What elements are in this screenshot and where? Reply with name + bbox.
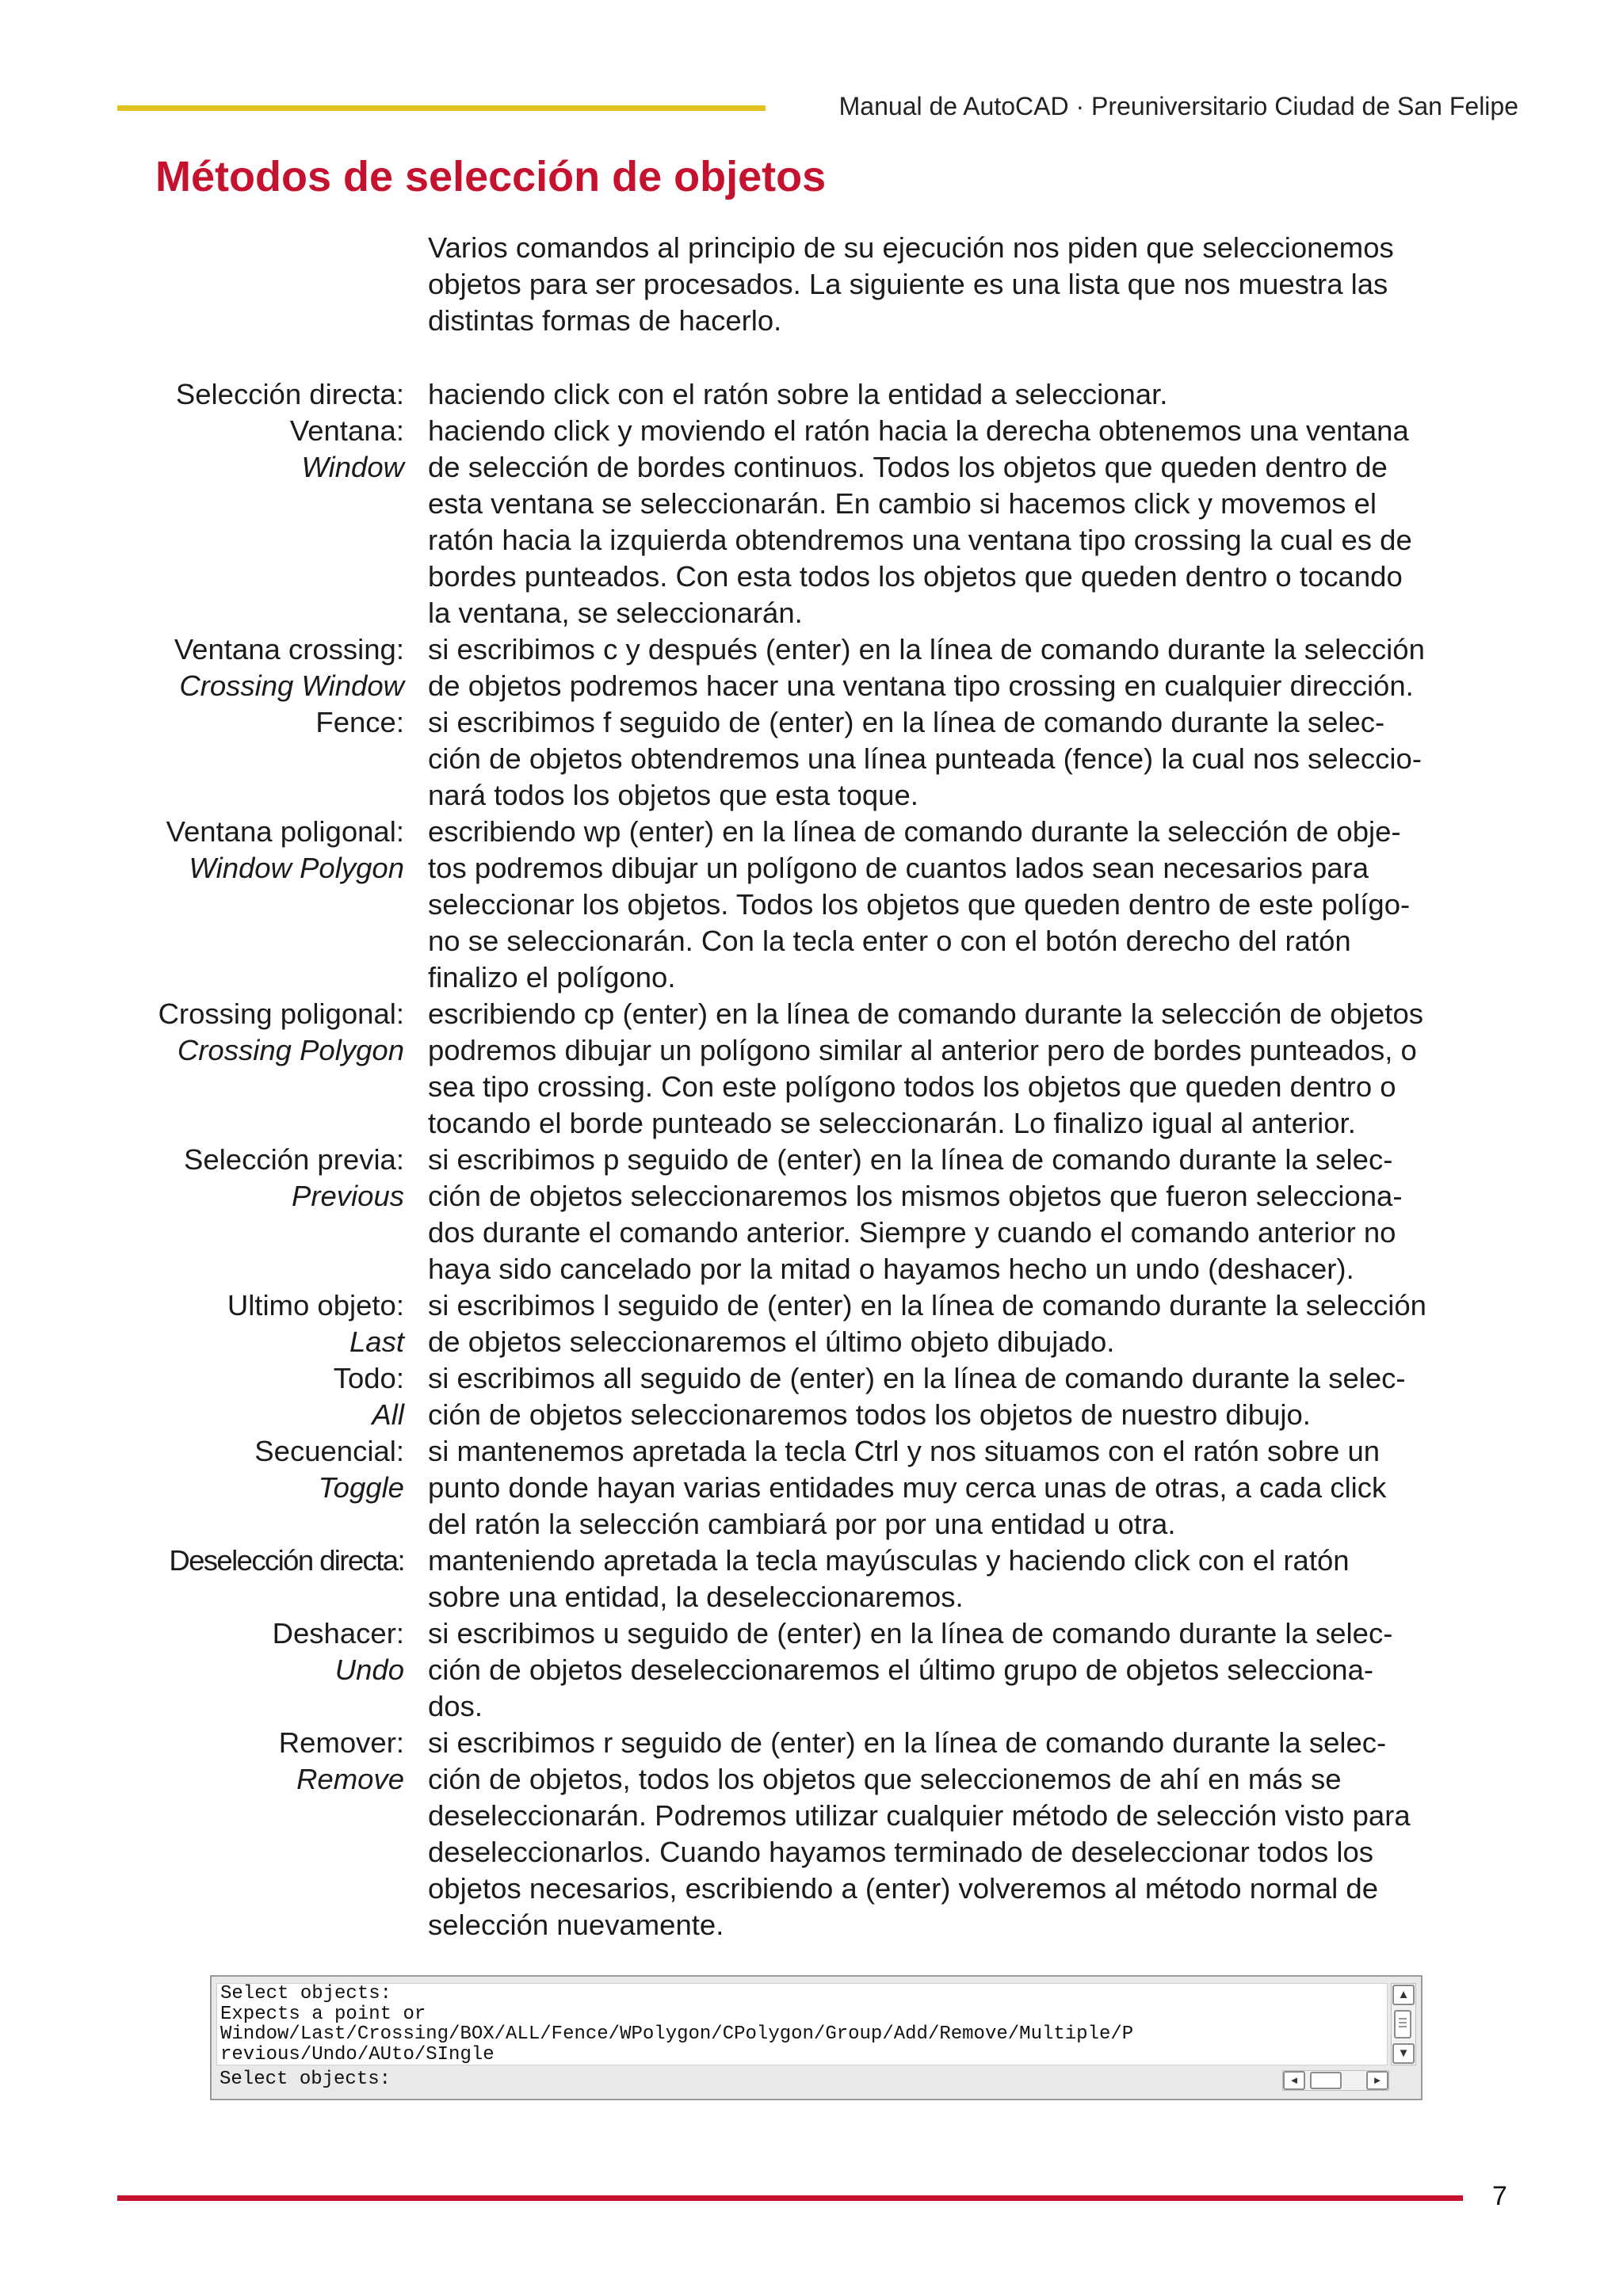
description-line: haya sido cancelado por la mitad o hayamos hecho un undo (deshacer). bbox=[428, 1253, 1354, 1285]
method-label: Selección previa: bbox=[184, 1143, 404, 1176]
description-line: si escribimos f seguido de (enter) en la línea de comando durante la selec- bbox=[428, 706, 1385, 738]
method-description bbox=[428, 376, 1498, 413]
scroll-left-icon[interactable]: ◄ bbox=[1283, 2071, 1305, 2090]
method-label: Ventana: bbox=[289, 414, 404, 447]
description-line: ción de objetos deseleccionaremos el último grupo de objetos selecciona- bbox=[428, 1653, 1374, 1686]
scroll-up-icon[interactable]: ▲ bbox=[1392, 1985, 1415, 2005]
command-history bbox=[216, 1983, 1388, 2065]
description-line: selección nuevamente. bbox=[428, 1909, 724, 1941]
selection-method-entry bbox=[0, 704, 1623, 814]
running-header: Manual de AutoCAD · Preuniversitario Ciudad de San Felipe bbox=[838, 92, 1518, 120]
entry-labels bbox=[0, 1615, 404, 1688]
command-prompt-row[interactable] bbox=[216, 2067, 1419, 2094]
method-english-name: Last bbox=[349, 1325, 404, 1358]
method-description bbox=[428, 704, 1498, 814]
vertical-scroll-thumb[interactable] bbox=[1394, 2010, 1411, 2039]
description-line: dos durante el comando anterior. Siempre y cuando el comando anterior no bbox=[428, 1216, 1396, 1249]
command-history-line: Window/Last/Crossing/BOX/ALL/Fence/WPolygon/CPolygon/Group/Add/Remove/Multiple/P bbox=[220, 2023, 1134, 2045]
description-line: si escribimos u seguido de (enter) en la línea de comando durante la selec- bbox=[428, 1617, 1393, 1650]
description-line: ción de objetos, todos los objetos que seleccionemos de ahí en más se bbox=[428, 1763, 1342, 1795]
method-description bbox=[428, 1360, 1498, 1433]
description-line: deseleccionarlos. Cuando hayamos terminado de deseleccionar todos los bbox=[428, 1836, 1374, 1868]
method-label: Deselección directa: bbox=[169, 1544, 404, 1577]
selection-methods-list bbox=[0, 376, 1623, 1943]
entry-labels bbox=[0, 376, 404, 413]
description-line: manteniendo apretada la tecla mayúsculas y haciendo click con el ratón bbox=[428, 1544, 1350, 1577]
description-line: escribiendo cp (enter) en la línea de comando durante la selección de objetos bbox=[428, 997, 1423, 1030]
description-line: no se seleccionarán. Con la tecla enter o con el botón derecho del ratón bbox=[428, 925, 1351, 957]
command-history-line: Expects a point or bbox=[220, 2003, 426, 2025]
method-label: Todo: bbox=[333, 1362, 404, 1394]
header-rule bbox=[117, 105, 766, 111]
selection-method-entry bbox=[0, 1360, 1623, 1433]
method-description bbox=[428, 1433, 1498, 1543]
method-english-name: Remove bbox=[296, 1763, 404, 1795]
selection-method-entry bbox=[0, 1725, 1623, 1943]
selection-method-entry bbox=[0, 814, 1623, 996]
description-line: la ventana, se seleccionarán. bbox=[428, 597, 803, 629]
description-line: de selección de bordes continuos. Todos los objetos que queden dentro de bbox=[428, 451, 1388, 483]
description-line: del ratón la selección cambiará por por una entidad u otra. bbox=[428, 1508, 1176, 1540]
selection-method-entry bbox=[0, 1615, 1623, 1725]
description-line: haciendo click y moviendo el ratón hacia la derecha obtenemos una ventana bbox=[428, 414, 1409, 447]
method-description bbox=[428, 814, 1498, 996]
description-line: tocando el borde punteado se seleccionarán. Lo finalizo igual al anterior. bbox=[428, 1107, 1356, 1139]
method-label: Secuencial: bbox=[254, 1435, 404, 1467]
selection-method-entry bbox=[0, 1433, 1623, 1543]
entry-labels bbox=[0, 1543, 404, 1579]
entry-labels bbox=[0, 1142, 404, 1215]
method-english-name: Window Polygon bbox=[189, 852, 404, 884]
method-description bbox=[428, 413, 1498, 631]
selection-method-entry bbox=[0, 376, 1623, 413]
method-description bbox=[428, 1615, 1498, 1725]
description-line: ción de objetos seleccionaremos todos los objetos de nuestro dibujo. bbox=[428, 1398, 1311, 1431]
method-label: Ventana crossing: bbox=[174, 633, 404, 666]
command-prompt[interactable]: Select objects: bbox=[220, 2069, 391, 2090]
description-line: punto donde hayan varias entidades muy cerca unas de otras, a cada click bbox=[428, 1471, 1387, 1504]
horizontal-scrollbar[interactable] bbox=[1282, 2070, 1389, 2091]
description-line: de objetos podremos hacer una ventana tipo crossing en cualquier dirección. bbox=[428, 669, 1414, 702]
description-line: nará todos los objetos que esta toque. bbox=[428, 779, 918, 811]
method-label: Ventana poligonal: bbox=[166, 815, 404, 848]
command-history-line: Select objects: bbox=[220, 1983, 392, 2004]
method-english-name: Previous bbox=[291, 1180, 404, 1212]
page-title: Métodos de selección de objetos bbox=[155, 153, 827, 200]
entry-labels bbox=[0, 704, 404, 741]
description-line: deseleccionarán. Podremos utilizar cualquier método de selección visto para bbox=[428, 1799, 1411, 1832]
entry-labels bbox=[0, 1725, 404, 1798]
selection-method-entry bbox=[0, 631, 1623, 704]
description-line: objetos necesarios, escribiendo a (enter) volveremos al método normal de bbox=[428, 1872, 1379, 1905]
description-line: ratón hacia la izquierda obtendremos una ventana tipo crossing la cual es de bbox=[428, 524, 1412, 556]
autocad-command-window bbox=[210, 1975, 1423, 2100]
vertical-scrollbar[interactable] bbox=[1391, 1983, 1416, 2065]
entry-labels bbox=[0, 996, 404, 1069]
description-line: si escribimos all seguido de (enter) en la línea de comando durante la selec- bbox=[428, 1362, 1406, 1394]
method-description bbox=[428, 1543, 1498, 1615]
entry-labels bbox=[0, 631, 404, 704]
method-label: Ultimo objeto: bbox=[227, 1289, 404, 1322]
description-line: ción de objetos seleccionaremos los mismos objetos que fueron selecciona- bbox=[428, 1180, 1403, 1212]
method-english-name: Crossing Polygon bbox=[177, 1034, 404, 1066]
method-english-name: Toggle bbox=[318, 1471, 404, 1504]
description-line: haciendo click con el ratón sobre la entidad a seleccionar. bbox=[428, 378, 1168, 410]
description-line: sea tipo crossing. Con este polígono todos los objetos que queden dentro o bbox=[428, 1070, 1396, 1103]
method-description bbox=[428, 996, 1498, 1142]
page-number: 7 bbox=[1492, 2181, 1507, 2211]
scroll-right-icon[interactable]: ► bbox=[1366, 2071, 1388, 2090]
selection-method-entry bbox=[0, 1287, 1623, 1360]
footer-rule bbox=[117, 2195, 1463, 2201]
description-line: si mantenemos apretada la tecla Ctrl y nos situamos con el ratón sobre un bbox=[428, 1435, 1381, 1467]
description-line: esta ventana se seleccionarán. En cambio si hacemos click y movemos el bbox=[428, 487, 1377, 520]
entry-labels bbox=[0, 1433, 404, 1506]
method-description bbox=[428, 631, 1498, 704]
selection-method-entry bbox=[0, 1543, 1623, 1615]
method-label: Crossing poligonal: bbox=[158, 997, 404, 1030]
entry-labels bbox=[0, 413, 404, 486]
method-label: Deshacer: bbox=[272, 1617, 404, 1650]
entry-labels bbox=[0, 1287, 404, 1360]
description-line: si escribimos l seguido de (enter) en la línea de comando durante la selección bbox=[428, 1289, 1426, 1322]
selection-method-entry bbox=[0, 996, 1623, 1142]
description-line: ción de objetos obtendremos una línea punteada (fence) la cual nos seleccio- bbox=[428, 742, 1422, 775]
description-line: podremos dibujar un polígono similar al anterior pero de bordes punteados, o bbox=[428, 1034, 1417, 1066]
intro-paragraph: Varios comandos al principio de su ejecución nos piden que seleccionemos objetos para ser procesados. La siguiente es una lista que nos muestra las distintas formas de hacerlo. bbox=[428, 231, 1394, 337]
method-label: Selección directa: bbox=[175, 378, 404, 410]
description-line: tos podremos dibujar un polígono de cuantos lados sean necesarios para bbox=[428, 852, 1369, 884]
method-english-name: All bbox=[372, 1398, 404, 1431]
description-line: finalizo el polígono. bbox=[428, 961, 676, 994]
method-english-name: Crossing Window bbox=[179, 669, 404, 702]
entry-labels bbox=[0, 814, 404, 887]
description-line: seleccionar los objetos. Todos los objetos que queden dentro de este polígo- bbox=[428, 888, 1411, 921]
command-history-line: revious/Undo/AUto/SIngle bbox=[220, 2043, 495, 2065]
method-description bbox=[428, 1725, 1498, 1943]
description-line: si escribimos c y después (enter) en la línea de comando durante la selección bbox=[428, 633, 1425, 666]
method-english-name: Window bbox=[301, 451, 404, 483]
method-description bbox=[428, 1142, 1498, 1287]
horizontal-scroll-thumb[interactable] bbox=[1310, 2072, 1342, 2089]
entry-labels bbox=[0, 1360, 404, 1433]
description-line: si escribimos r seguido de (enter) en la línea de comando durante la selec- bbox=[428, 1726, 1387, 1759]
description-line: escribiendo wp (enter) en la línea de comando durante la selección de obje- bbox=[428, 815, 1401, 848]
scroll-down-icon[interactable]: ▼ bbox=[1392, 2043, 1415, 2064]
description-line: dos. bbox=[428, 1690, 483, 1722]
description-line: bordes punteados. Con esta todos los objetos que queden dentro o tocando bbox=[428, 560, 1403, 593]
selection-method-entry bbox=[0, 413, 1623, 631]
description-line: sobre una entidad, la deseleccionaremos. bbox=[428, 1581, 964, 1613]
method-description bbox=[428, 1287, 1498, 1360]
selection-method-entry bbox=[0, 1142, 1623, 1287]
method-label: Fence: bbox=[315, 706, 404, 738]
method-english-name: Undo bbox=[334, 1653, 404, 1686]
description-line: si escribimos p seguido de (enter) en la línea de comando durante la selec- bbox=[428, 1143, 1393, 1176]
description-line: de objetos seleccionaremos el último objeto dibujado. bbox=[428, 1325, 1115, 1358]
method-label: Remover: bbox=[278, 1726, 404, 1759]
